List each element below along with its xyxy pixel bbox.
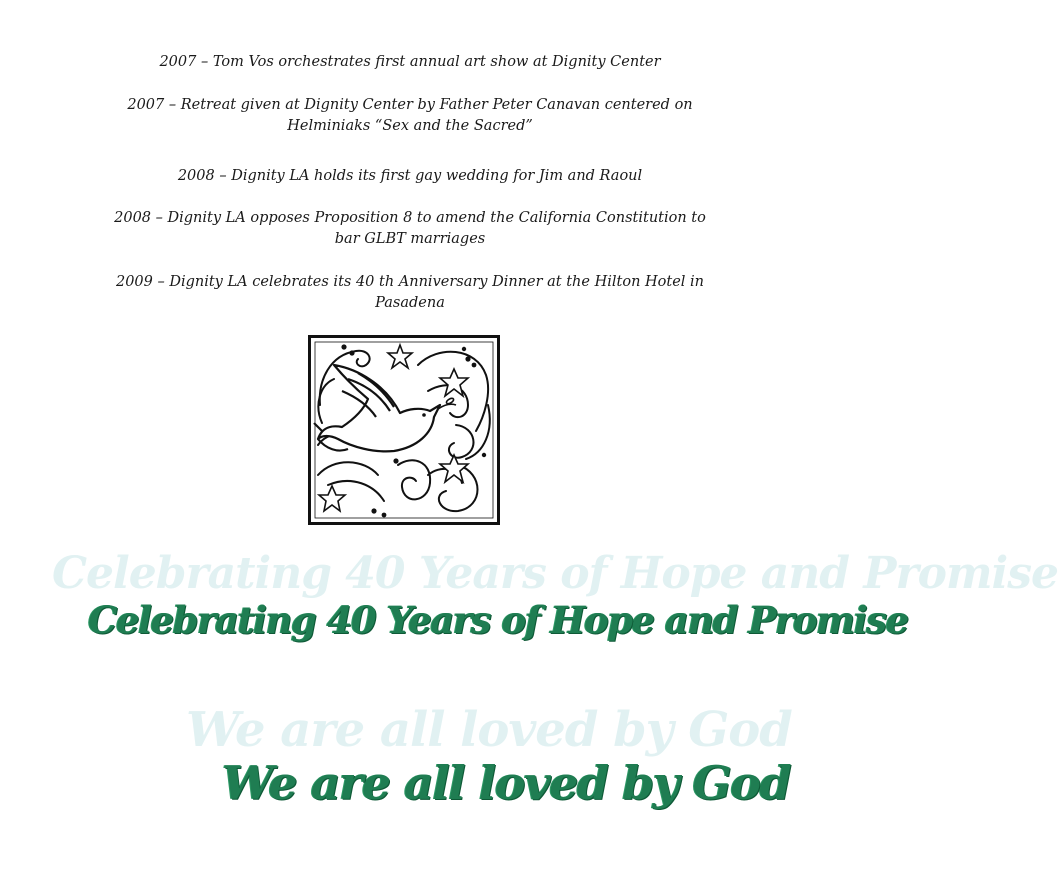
timeline-entry: 2007 – Retreat given at Dignity Center by Father Peter Canavan centered on Helminiaks “Sex and the Sacred” bbox=[127, 97, 693, 134]
motto-tagline-shadow: We are all loved by God bbox=[186, 702, 792, 758]
timeline-entry: 2008 – Dignity LA opposes Proposition 8 to amend the California Constitution to bar GLBT marriages bbox=[114, 210, 706, 247]
anniversary-tagline: Celebrating 40 Years of Hope and Promise bbox=[88, 598, 908, 642]
timeline-entry: 2008 – Dignity LA holds its first gay wedding for Jim and Raoul bbox=[177, 168, 643, 184]
timeline-entry: 2009 – Dignity LA celebrates its 40 th Anniversary Dinner at the Hilton Hotel in Pasadena bbox=[115, 274, 705, 311]
timeline-entry: 2007 – Tom Vos orchestrates first annual art show at Dignity Center bbox=[159, 54, 661, 70]
dove-with-flowers-icon bbox=[308, 335, 500, 525]
motto-tagline: We are all loved by God bbox=[222, 756, 791, 810]
anniversary-tagline-shadow: Celebrating 40 Years of Hope and Promise bbox=[52, 548, 1058, 599]
